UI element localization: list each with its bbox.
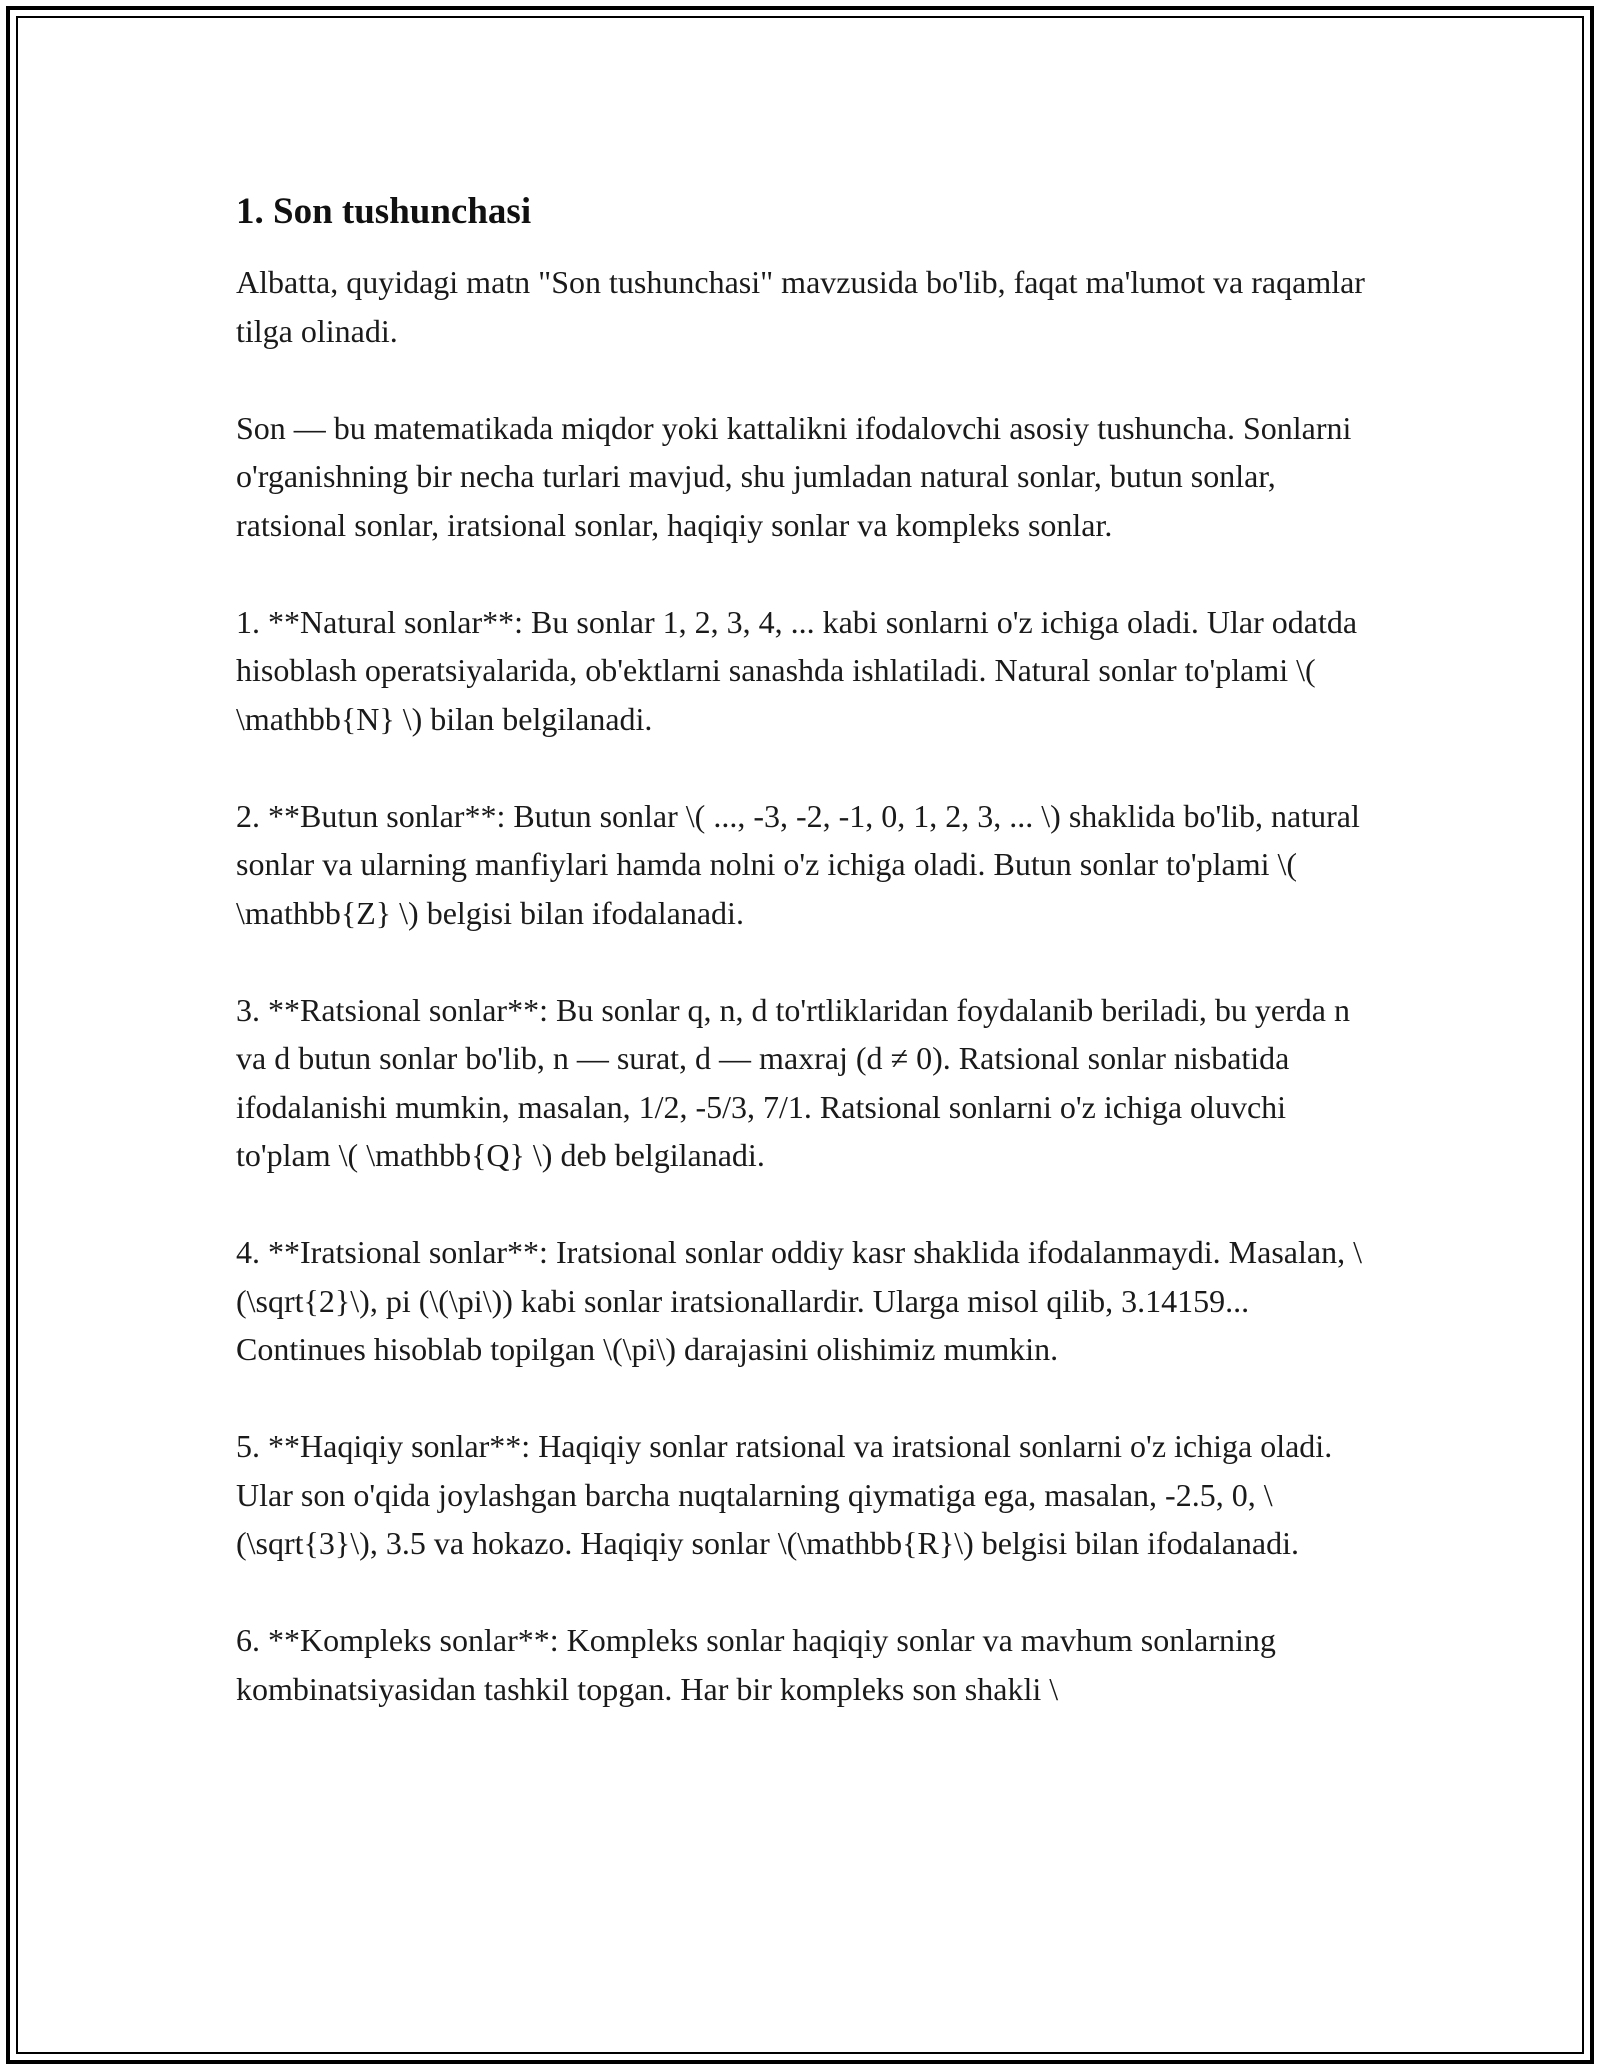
document-body: [236, 180, 1376, 1713]
paragraph-intro: Albatta, quyidagi matn "Son tushunchasi" mavzusida bo'lib, faqat ma'lumot va raqamlar tilga olinadi.: [236, 264, 1365, 349]
paragraph-natural-numbers: 1. **Natural sonlar**: Bu sonlar 1, 2, 3, 4, ... kabi sonlarni o'z ichiga oladi. Ular odatda hisoblash operatsiyalarida, ob'ektlarni sanashda ishlatiladi. Natural sonlar to'plami \( \mathbb{N} \) bilan belgilanadi.: [236, 603, 1358, 737]
paragraph-integers: 2. **Butun sonlar**: Butun sonlar \( ..., -3, -2, -1, 0, 1, 2, 3, ... \) shaklida bo'lib, natural sonlar va ularning manfiylari hamda nolni o'z ichiga oladi. Butun sonlar to'plami \( \mathbb{Z} \) belgisi bilan ifodalanadi.: [236, 797, 1360, 931]
paragraph-definition: Son — bu matematikada miqdor yoki kattalikni ifodalovchi asosiy tushuncha. Sonlarni o'rganishning bir necha turlari mavjud, shu jumladan natural sonlar, butun sonlar, ratsional sonlar, iratsional sonlar, haqiqiy sonlar va kompleks sonlar.: [236, 409, 1352, 543]
paragraph-complex-numbers: 6. **Kompleks sonlar**: Kompleks sonlar haqiqiy sonlar va mavhum sonlarning kombinatsiyasidan tashkil topgan. Har bir kompleks son shakli \: [236, 1622, 1276, 1707]
paragraph-rational-numbers: 3. **Ratsional sonlar**: Bu sonlar q, n, d to'rtliklaridan foydalanib beriladi, bu yerda n va d butun sonlar bo'lib, n — surat, d — maxraj (d ≠ 0). Ratsional sonlar nisbatida ifodalanishi mumkin, masalan, 1/2, -5/3, 7/1. Ratsional sonlarni o'z ichiga oluvchi to'plam \( \mathbb{Q} \) deb belgilanadi.: [236, 991, 1350, 1173]
page-title: 1. Son tushunchasi: [236, 191, 532, 232]
paragraph-irrational-numbers: 4. **Iratsional sonlar**: Iratsional sonlar oddiy kasr shaklida ifodalanmaydi. Masalan, \(\sqrt{2}\), pi (\(\pi\)) kabi sonlar iratsionallardir. Ularga misol qilib, 3.14159... Continues hisoblab topilgan \(\pi\) darajasini olishimiz mumkin.: [236, 1234, 1362, 1367]
paragraph-real-numbers: 5. **Haqiqiy sonlar**: Haqiqiy sonlar ratsional va iratsional sonlarni o'z ichiga oladi. Ular son o'qida joylashgan barcha nuqtalarning qiymatiga ega, masalan, -2.5, 0, \(\sqrt{3}\), 3.5 va hokazo. Haqiqiy sonlar \(\mathbb{R}\) belgisi bilan ifodalanadi.: [236, 1428, 1333, 1561]
